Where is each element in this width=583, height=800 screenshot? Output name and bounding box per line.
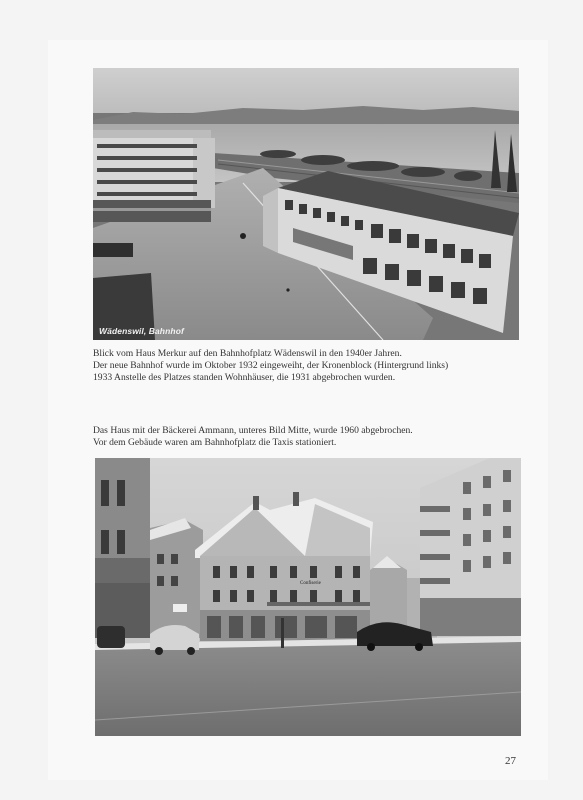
caption-bottom-line-2: Vor dem Gebäude waren am Bahnhofplatz die Taxis stationiert. <box>93 437 337 448</box>
caption-top-line-2: Der neue Bahnhof wurde im Oktober 1932 eingeweiht, der Kronenblock (Hintergrund links) <box>93 360 449 371</box>
photo-top-drawing <box>93 68 519 340</box>
caption-bottom-line-1: Das Haus mit der Bäckerei Ammann, unteres Bild Mitte, wurde 1960 abgebrochen. <box>93 425 413 436</box>
caption-top-line-1: Blick vom Haus Merkur auf den Bahnhofplatz Wädenswil in den 1940er Jahren. <box>93 348 402 359</box>
caption-top <box>93 348 533 384</box>
photo-label: Wädenswil, Bahnhof <box>99 326 184 336</box>
sign-confiserie: Confiserie <box>300 581 321 586</box>
photo-baeckerei-ammann <box>95 458 521 736</box>
caption-top-line-3: 1933 Anstelle des Platzes standen Wohnhäuser, die 1931 abgebrochen wurden. <box>93 372 396 383</box>
photo-bottom-drawing <box>95 458 521 736</box>
photo-bahnhofplatz-1940s <box>93 68 519 340</box>
caption-bottom <box>93 425 533 449</box>
page-number: 27 <box>505 755 516 767</box>
